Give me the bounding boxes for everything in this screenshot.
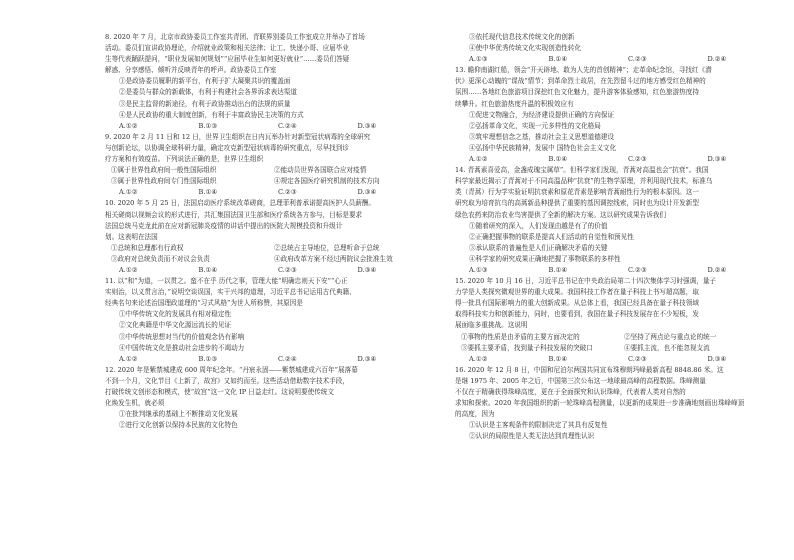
option-statement: ④要抓主流，也不能忽视支流 — [624, 343, 710, 352]
option-statement: ①中华传统文化的发展具有相对稳定性 — [119, 310, 232, 319]
answer-choice: A.①② — [119, 188, 138, 197]
question-text-line: 11. 以“和”为道，一以贯之。蛮不在乎 历代之事，管理大能“明确忠则天下安”“心正 — [105, 277, 348, 286]
option-statement: ④是人民政协的重大制度创新，有利于丰富政协民主决策的方式 — [119, 110, 304, 119]
question-text-line: 是继 1975 年、2005 年之后，中国第三次公布这一地球最高峰的高程数据。珠峰测量 — [455, 376, 706, 385]
answer-choice: D.②④ — [707, 265, 727, 274]
question-text-line: 10. 2020 年 5 月 25 日，法国启动医疗系统改革磋商，总理菲利普承诺提高医护人员薪酬。 — [105, 199, 376, 208]
option-statement: ③属于世界性政府间专门性国际组织 — [111, 177, 217, 186]
option-pair — [105, 243, 437, 254]
question-text-line: 15. 2020 年 10 月 16 日，习近平总书记在中央政治局第二十四次集体学习时强调，量子 — [455, 277, 717, 286]
option-statement: ④使中华优秀传统文化实现创造性转化 — [469, 44, 582, 53]
option-statement: ②总统占主导地位，总理听命于总统 — [274, 243, 380, 252]
question-text-line: 展面临多重挑战。这说明 — [455, 321, 528, 330]
option-pair — [105, 165, 437, 176]
option-statement: ①促进文物融合，为经济建设提供正确的方向保证 — [469, 110, 615, 119]
option-pair — [105, 176, 437, 187]
option-statement: ④中国传统文化是推动社会进步的不竭动力 — [119, 343, 245, 352]
question-text-line: 解惑、分享感悟、倾听并反映青年的呼声。政协委员工作室 — [105, 66, 277, 75]
answer-choices — [105, 187, 437, 198]
answer-choice: C.②③ — [628, 55, 647, 64]
question-text-line: 打破传统文创形态和模式，使“故宫”这一文化 IP 日益走红。这说明要使传统文 — [105, 388, 334, 396]
option-statement: ①在批判继承的基础上不断推动文化发展 — [119, 410, 238, 419]
answer-choice: A.①② — [469, 155, 488, 164]
question-text-line: 经典名句来论述治国理政道理的“习式风格”为世人所称赞，其原因是 — [105, 299, 303, 308]
option-statement: ②坚持了两点论与重点论的统一 — [624, 332, 717, 341]
right-column — [455, 32, 787, 442]
answer-choice: C.②④ — [278, 354, 297, 363]
option-statement: ③是民主监督的新途径，有利于政协推动出台的法规的质量 — [119, 99, 291, 108]
question-text-line: 9. 2020 年 2 月 11 日和 12 日，世界卫生组织在日内瓦举办针对新型冠状病毒的全球研究 — [105, 132, 371, 141]
option-statement: ①总统和总理都有行政权 — [111, 243, 184, 252]
answer-choice: B.①④ — [548, 265, 568, 274]
answer-choice: D.③④ — [357, 265, 377, 274]
option-statement: ③筑牢理想信念之基，推动社会主义思想道德建设 — [469, 132, 615, 141]
answer-choices — [105, 354, 437, 365]
answer-choice: C.②③ — [628, 265, 647, 274]
question-text-line: 不到一个月，文化节目《上新了，故宫》又如约而至。这些活动借助数字技术手段， — [105, 376, 349, 385]
option-statement: ①随着研究的深入，人们发现由越是有了的价值 — [469, 221, 608, 230]
question-text-line: 14. 青蒿素喜爱高，金盏成瑰宝属草”。但科学家们发现，青蒿对高温也会“抗衰”。我国 — [455, 166, 709, 175]
answer-choice: A.①② — [119, 354, 138, 363]
answer-choice: D.②④ — [707, 55, 727, 64]
option-statement: ②正确把握事物的联系是提高人们活动的自觉性和预见性 — [469, 232, 634, 241]
option-statement: ②是委员与群众的新载体，有利于构建社会各界诉求表达渠道 — [119, 88, 298, 97]
left-column — [105, 32, 437, 431]
question-text-line: 活动。委员们宣讲政协理论，介绍就业政策和相关法律；让工、快递小哥、应届毕业 — [105, 44, 349, 53]
option-statement: ①是政协委员履职的新平台，有利于扩大凝聚共识的覆盖面 — [119, 77, 291, 86]
option-statement: ②文化典籍是中华文化源远流长的见证 — [119, 321, 232, 330]
question-text-line: 13. 瞻仰南湖红船，领会“开天辟地、敢为人先的首创精神”；走革命纪念馆，寻找红《潜 — [455, 66, 712, 75]
question-text-line: 求知和探索。2020 年我国组织的新一轮珠峰高程测量，以更新的成果进一步准确地刻画出珠峰峰顶 — [455, 399, 745, 408]
question-text-line: 类（青蒿）行为学实验证明抗衰素和原花青素是影响青蒿耐性行为的根本原因。这一 — [455, 188, 699, 197]
answer-choice: B.①④ — [548, 354, 568, 363]
answer-choice: D.③④ — [707, 155, 727, 164]
question-text-line: 研究取为培育抗乌的高蒿新品种提供了重要的基因调控线索，同时也为设计开发新型 — [455, 199, 699, 208]
answer-choice: D.③④ — [357, 188, 377, 197]
question-text-line: 16. 2020 年 12 月 8 日，中国和尼泊尔两国共同宣布珠穆朗玛峰最新高程 8848.86 米。这 — [455, 365, 724, 374]
question-text-line: 不仅在于精确获得珠峰高度，更在于全面探究和认识珠峰，代表着人类对自然的 — [455, 388, 686, 396]
question-text-line: 得一批具有国际影响力的重大创新成果。从总体上看，我国已经具备在量子科技领域 — [455, 299, 699, 308]
answer-choices — [455, 54, 787, 65]
option-statement: ②进行文化创新以保持本民族的文化特色 — [119, 421, 238, 430]
option-statement: ④政府改革方案不经过两院议会批准生效 — [274, 254, 393, 263]
question-text-line: 力学是人类探究微观世界的重大成果。我国科技工作者在量子科技上书写超高题，取 — [455, 288, 699, 297]
answer-choice: C.②③ — [278, 188, 297, 197]
option-statement: ③承认联系的普遍性是人们正确解决矛盾的关键 — [469, 243, 608, 252]
answer-choice: A.①② — [469, 354, 488, 363]
question-text-line: 实则治，以义贯言治，”说明空谈误国，实干兴邦的道理，习近平总书记运用古代典籍、 — [105, 288, 356, 297]
option-statement: ②弘扬革命文化，实现一元多样性的文化格局 — [469, 121, 601, 130]
answer-choice: D.③④ — [707, 354, 727, 363]
option-statement: ③中华传统思想对当代的价值观念仍有影响 — [119, 332, 245, 341]
answer-choice: D.③④ — [357, 121, 377, 130]
option-statement: ④科学家的研究成果正确地把握了事物联系的多样性 — [469, 254, 621, 263]
answer-choice: D.③④ — [357, 354, 377, 363]
option-statement: ③要抓主要矛盾，找到量子科技发展的突破口 — [461, 343, 593, 352]
answer-choice: B.①④ — [548, 55, 568, 64]
answer-choices — [455, 154, 787, 165]
question-text-line: 绿色农药来防治农业鸟害提供了全新的解决方案。这以研究成果告诉我们 — [455, 210, 666, 219]
answer-choice: B.①④ — [198, 188, 218, 197]
option-statement: ③政府对总统负责而不对议会负责 — [111, 254, 210, 263]
answer-choice: A.①② — [119, 121, 138, 130]
option-statement: ④规定各国医疗研究机制的技术方向 — [274, 177, 380, 186]
question-text-line: 伏》更深心动魄的“谍战”情节；到革命烈士故居，在先烈留斗过的地方感受红色精神的 — [455, 77, 706, 86]
question-text-line: 12. 2020 年是紫禁城建成 600 周年纪念年。“丹宸永固——紫禁城建成六百年”展落幕 — [105, 365, 358, 374]
answer-choice: B.①④ — [548, 155, 568, 164]
option-statement: ②能动员世界各国联合应对疫情 — [274, 166, 367, 175]
question-text-line: 疗方案和有效疫苗。下列说法正确的是，世界卫生组织 — [105, 155, 264, 164]
question-text-line: 划。这表明在法国 — [105, 232, 158, 241]
question-text-line: 化焕发生机，就必须 — [105, 399, 165, 408]
question-text-line: 的高度，因为 — [455, 410, 495, 419]
question-text-line: 科学家最近揭示了青蒿对于不同高温品种“抗衰”的生物学原理，并利用现代技术，标准乌 — [455, 177, 713, 186]
option-statement: ①事物的性质是由矛盾的主要方面决定的 — [461, 332, 580, 341]
answer-choices — [105, 265, 437, 276]
question-text-line: 氛围……各地红色旅游项目深挖红色文化魅力，提升游客体验感知，红色旅游热度持 — [455, 88, 699, 97]
answer-choice: C.②③ — [628, 354, 647, 363]
option-statement: ④弘扬中华民族精神，发展中 国特色社会主义文化 — [469, 143, 617, 152]
answer-choices — [455, 265, 787, 276]
question-text-line: 生等代表踊跃提问，“职业发展如何规划”“应届毕业生如何更好就业”……委员们答疑 — [105, 55, 350, 64]
option-statement: ③依托现代信息技术传统文化的创新 — [469, 33, 575, 41]
option-statement: ①认识是主客观条件的限制决定了其具有反复性 — [469, 421, 608, 430]
option-pair — [105, 254, 437, 265]
answer-choice: C.②④ — [278, 121, 297, 130]
answer-choice: A.①③ — [469, 265, 488, 274]
option-statement: ②认识的局限性是人类无法达到真理性认识 — [469, 432, 595, 441]
question-text-line: 法国总统马克龙此前在应对新冠肺炎疫情的讲话中提出的医院大规模投资和升级计 — [105, 221, 343, 230]
answer-choice: A.①② — [119, 265, 138, 274]
question-text-line: 取得科技实力和创新能力，同时，也要看到，我国在量子科技发展存在不少短板，发 — [455, 310, 699, 319]
answer-choices — [455, 354, 787, 365]
question-text-line: 与创新论坛，以协调全球科研力量，确定攻克新型冠状病毒的研究重点，尽早找到诊 — [105, 143, 349, 152]
answer-choice: C.②③ — [278, 265, 297, 274]
question-text-line: 8. 2020 年 7 月，北京市政协委员工作室共青团、青联界别委员工作室成立并举办了首场 — [105, 33, 365, 41]
answer-choice: B.①④ — [198, 265, 218, 274]
answer-choice: C.②③ — [628, 155, 647, 164]
question-text-line: 续攀升。红色旅游热度升温的积极效应有 — [455, 99, 574, 108]
option-pair — [455, 332, 787, 343]
option-pair — [455, 343, 787, 354]
question-text-line: 相关磋商以视频会议的形式进行，共汇集国法国卫生部和医疗系统各方参与，目标是要求 — [105, 210, 363, 219]
answer-choice: B.①③ — [198, 354, 218, 363]
answer-choice: B.①③ — [198, 121, 218, 130]
option-statement: ①属于世界性政府间一般性国际组织 — [111, 166, 217, 175]
answer-choices — [105, 121, 437, 132]
answer-choice: A.①③ — [469, 55, 488, 64]
